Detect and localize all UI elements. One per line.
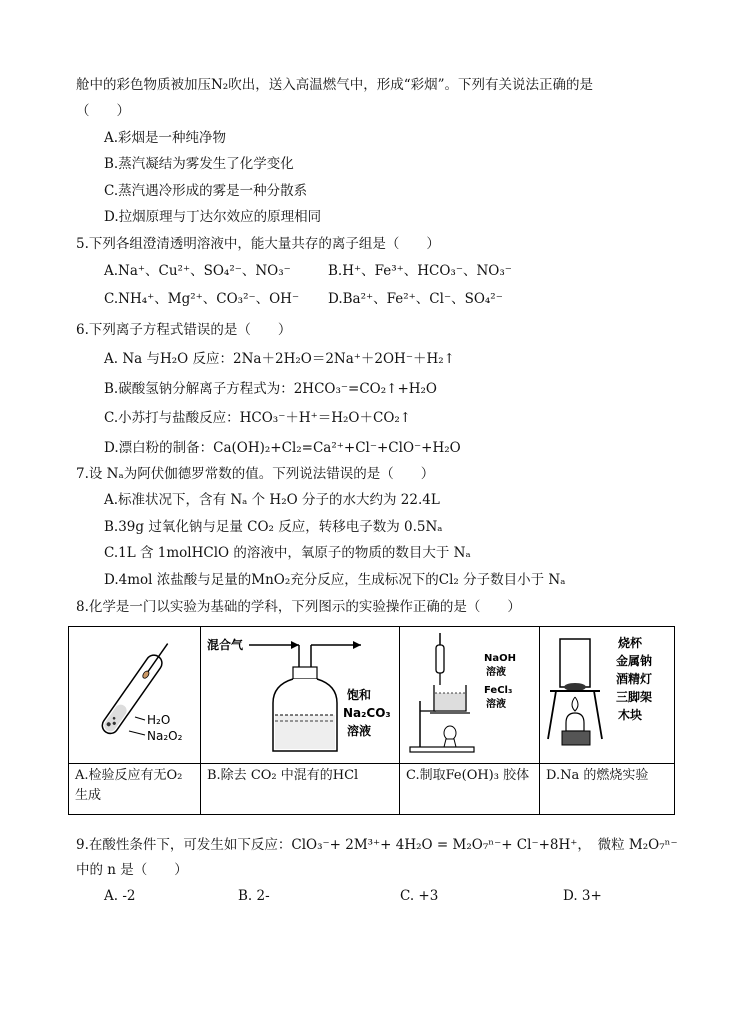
figure-b-cell: [201, 627, 400, 764]
q4-option-b: B.蒸汽凝结为雾发生了化学变化: [104, 156, 294, 172]
q6-option-b: B.碳酸氢钠分解离子方程式为：2HCO₃⁻=CO₂↑+H₂O: [104, 381, 438, 397]
q9-stem-line1: 9.在酸性条件下，可发生如下反应：ClO₃⁻+ 2M³⁺+ 4H₂O = M₂O₇ⁿ⁻+ Cl⁻+8H⁺， 微粒 M₂O₇ⁿ⁻: [76, 837, 678, 853]
q8-stem: 8.化学是一门以实验为基础的学科，下列图示的实验操作正确的是（ ）: [76, 599, 521, 615]
figure-d-cell: [540, 627, 675, 764]
label-alcohol-lamp: 酒精灯: [616, 672, 653, 686]
caption-a: A.检验反应有无O₂生成: [69, 764, 201, 815]
q4-stem-line2: （ ）: [76, 103, 130, 119]
q5-option-b: B.H⁺、Fe³⁺、HCO₃⁻、NO₃⁻: [328, 263, 512, 279]
label-fecl3: FeCl₃: [484, 685, 513, 696]
q5-stem: 5.下列各组澄清透明溶液中，能大量共存的离子组是（ ）: [76, 236, 440, 252]
q9-option-c: C. +3: [400, 888, 439, 904]
label-na2o2: Na₂O₂: [147, 729, 183, 743]
label-saturated: 饱和: [347, 688, 372, 702]
q5-option-a: A.Na⁺、Cu²⁺、SO₄²⁻、NO₃⁻: [104, 263, 291, 279]
q7-option-d: D.4mol 浓盐酸与足量的MnO₂充分反应，生成标况下的Cl₂ 分子数目小于 Nₐ: [104, 572, 566, 588]
label-na2co3: Na₂CO₃: [343, 706, 391, 720]
gas-washing-bottle-figure: [201, 627, 398, 761]
q9-stem-line2: 中的 n 是（ ）: [76, 862, 188, 878]
q4-stem-line1: 舱中的彩色物质被加压N₂吹出，送入高温燃气中，形成“彩烟”。下列有关说法正确的是: [76, 77, 594, 93]
q6-option-c: C.小苏打与盐酸反应：HCO₃⁻＋H⁺＝H₂O＋CO₂↑: [104, 410, 412, 426]
label-sodium: 金属钠: [616, 654, 653, 668]
caption-c: C.制取Fe(OH)₃ 胶体: [400, 764, 540, 815]
label-fecl3-solution: 溶液: [486, 699, 506, 710]
colloid-preparation-figure: [400, 627, 538, 761]
caption-d: D.Na 的燃烧实验: [540, 764, 675, 815]
q5-option-d: D.Ba²⁺、Fe²⁺、Cl⁻、SO₄²⁻: [328, 291, 503, 307]
q6-option-d: D.漂白粉的制备：Ca(OH)₂+Cl₂=Ca²⁺+Cl⁻+ClO⁻+H₂O: [104, 440, 461, 456]
label-beaker: 烧杯: [618, 636, 643, 650]
test-tube-figure: [69, 627, 199, 761]
figure-c-cell: [400, 627, 540, 764]
label-wood-block: 木块: [618, 708, 643, 722]
sodium-combustion-figure: [540, 627, 673, 761]
label-tripod: 三脚架: [616, 690, 653, 704]
q4-option-d: D.拉烟原理与丁达尔效应的原理相同: [104, 209, 322, 225]
q7-stem: 7.设 Nₐ为阿伏伽德罗常数的值。下列说法错误的是（ ）: [76, 466, 435, 482]
q9-option-d: D. 3+: [563, 888, 602, 904]
experiment-table: [68, 626, 675, 815]
q9-option-b: B. 2-: [238, 888, 270, 904]
q7-option-c: C.1L 含 1molHClO 的溶液中，氧原子的物质的数目大于 Nₐ: [104, 545, 471, 561]
label-solution-b: 溶液: [347, 724, 372, 738]
q4-option-a: A.彩烟是一种纯净物: [104, 130, 227, 146]
figure-a-cell: [69, 627, 201, 764]
label-mixed-gas: 混合气: [207, 638, 244, 652]
q5-option-c: C.NH₄⁺、Mg²⁺、CO₃²⁻、OH⁻: [104, 291, 300, 307]
q7-option-b: B.39g 过氧化钠与足量 CO₂ 反应，转移电子数为 0.5Nₐ: [104, 519, 443, 535]
label-h2o: H₂O: [147, 713, 171, 727]
label-naoh: NaOH: [484, 653, 516, 664]
label-naoh-solution: 溶液: [486, 667, 506, 678]
q9-option-a: A. -2: [104, 888, 136, 904]
q7-option-a: A.标准状况下，含有 Nₐ 个 H₂O 分子的水大约为 22.4L: [104, 492, 440, 508]
q4-option-c: C.蒸汽遇冷形成的雾是一种分散系: [104, 183, 308, 199]
q6-stem: 6.下列离子方程式错误的是（ ）: [76, 322, 292, 338]
caption-b: B.除去 CO₂ 中混有的HCl: [201, 764, 400, 815]
q6-option-a: A. Na 与H₂O 反应：2Na＋2H₂O＝2Na⁺＋2OH⁻＋H₂↑: [104, 351, 455, 367]
